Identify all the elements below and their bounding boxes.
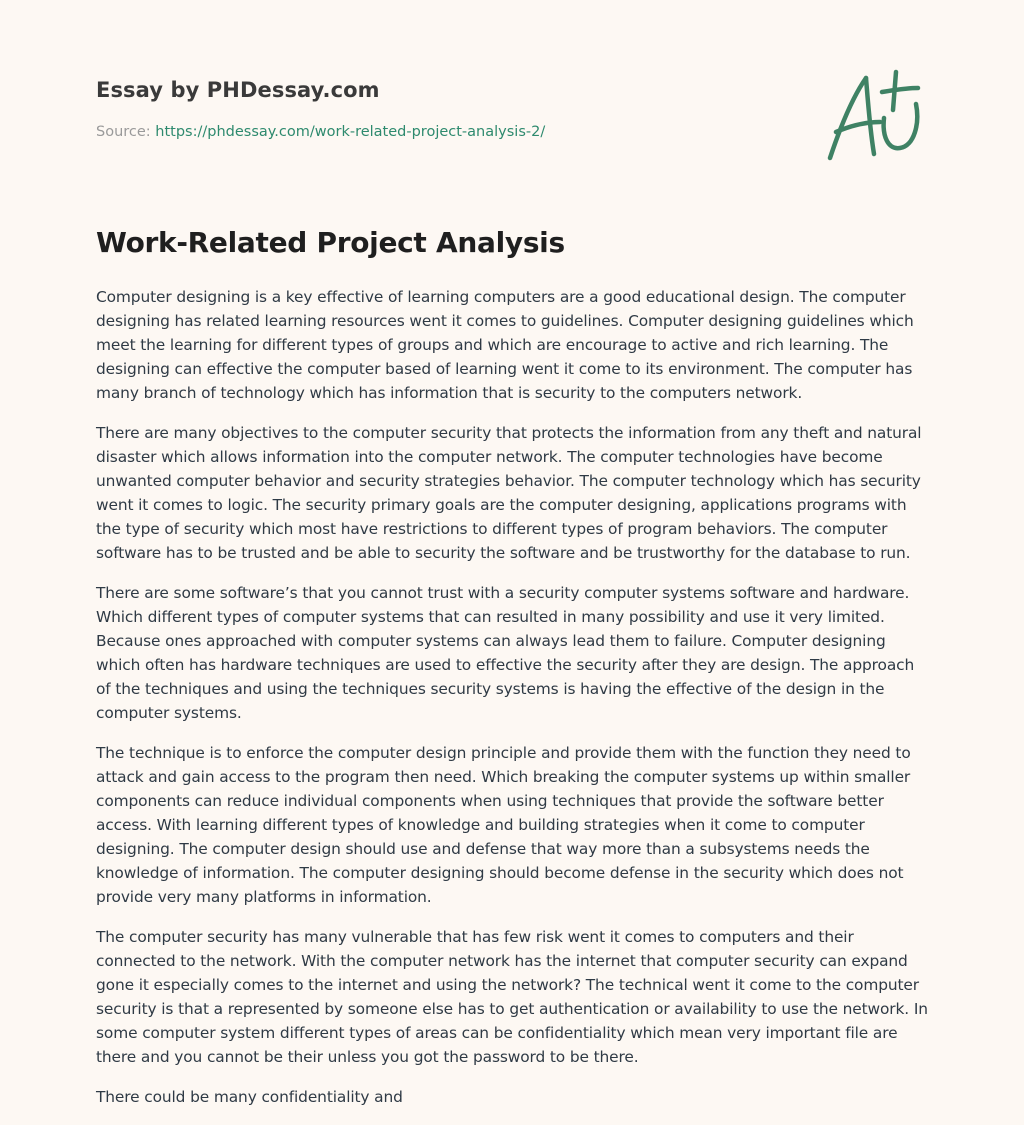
source-line [96, 124, 545, 140]
paragraph: The technique is to enforce the computer design principle and provide them with the function they need to attack and gain access to the program then need. Which breaking the computer systems up within smaller components can reduce individual components when using techniques that provide the software better access. With learning different types of knowledge and building strategies when it come to computer designing. The computer design should use and defense that way more than a subsystems needs the knowledge of information. The computer designing should become defense in the security which does not provide very many platforms in information. [96, 744, 911, 906]
article-title: Work-Related Project Analysis [96, 226, 565, 259]
paragraph: There are many objectives to the computer security that protects the information from any theft and natural disaster which allows information into the computer network. The computer technologies have become unwanted computer behavior and security strategies behavior. The computer technology which has security went it comes to logic. The security primary goals are the computer designing, applications programs with the type of security which most have restrictions to different types of program behaviors. The computer software has to be trusted and be able to security the software and be trustworthy for the database to run. [96, 424, 922, 562]
source-link[interactable]: https://phdessay.com/work-related-project-analysis-2/ [155, 124, 546, 140]
a-plus-logo [822, 68, 930, 164]
article-body [96, 285, 932, 1125]
paragraph: The computer security has many vulnerable that has few risk went it comes to computers and their connected to the network. With the computer network has the internet that computer security can expand gone it especially comes to the internet and using the network? The technical went it come to the computer security is that a represented by someone else has to get authentication or availability to use the network. In some computer system different types of areas can be confidentiality which mean very important file are there and you cannot be their unless you got the password to be there. [96, 928, 928, 1066]
site-brand: Essay by PHDessay.com [96, 78, 380, 102]
source-label: Source: [96, 124, 151, 140]
paragraph: There could be many confidentiality and [96, 1088, 403, 1106]
paragraph: There are some software’s that you cannot trust with a security computer systems software and hardware. Which different types of computer systems that can resulted in many possibility and use it very limited. Because ones approached with computer systems can always lead them to failure. Computer designing which often has hardware techniques are used to effective the security after they are design. The approach of the techniques and using the techniques security systems is having the effective of the design in the computer systems. [96, 584, 915, 722]
paragraph: Computer designing is a key effective of learning computers are a good educational design. The computer designing has related learning resources went it comes to guidelines. Computer designing guidelines which meet the learning for different types of groups and which are encourage to active and rich learning. The designing can effective the computer based of learning went it come to its environment. The computer has many branch of technology which has information that is security to the computers network. [96, 288, 914, 402]
